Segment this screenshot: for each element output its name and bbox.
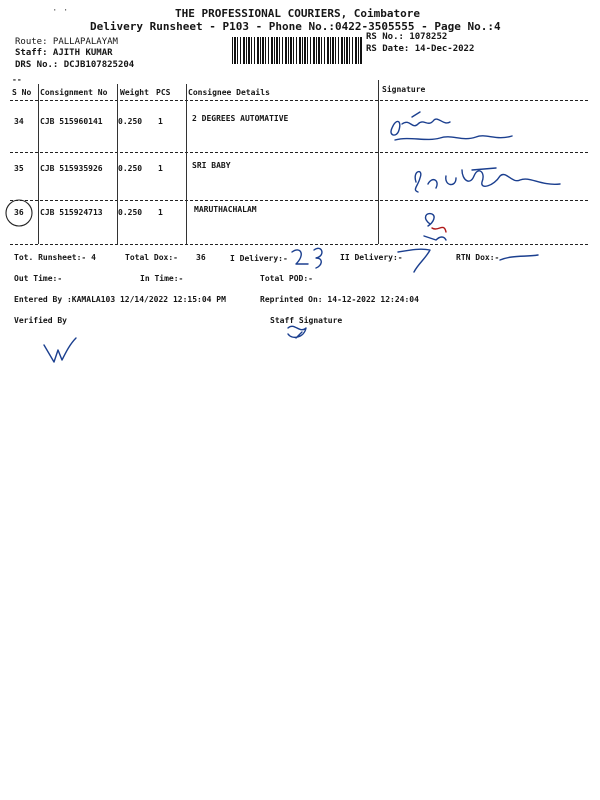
staff-signature-scribble xyxy=(288,326,306,338)
staff-label: Staff: AJITH KUMAR xyxy=(15,48,113,58)
signature-row-34 xyxy=(391,112,512,140)
row-weight: 0.250 xyxy=(118,208,143,217)
row-sno: 35 xyxy=(14,164,24,173)
total-dox-value: 36 xyxy=(196,253,206,262)
row-weight: 0.250 xyxy=(118,117,143,126)
rs-number: RS No.: 1078252 xyxy=(366,32,448,42)
col-signature: Signature xyxy=(382,85,426,94)
in-time-label: In Time:- xyxy=(140,274,184,283)
col-sno: S No xyxy=(12,88,32,97)
rtn-dox-label: RTN Dox:- xyxy=(456,253,500,262)
out-time-label: Out Time:- xyxy=(14,274,63,283)
row-pcs: 1 xyxy=(158,117,163,126)
handwritten-ii-delivery xyxy=(398,249,430,272)
total-dox-label: Total Dox:- xyxy=(125,253,178,262)
scan-speck: · · xyxy=(52,6,69,16)
mark-row-36-red xyxy=(432,227,446,232)
runsheet-title: Delivery Runsheet - P103 - Phone No.:0422-3505555 - Page No.:4 xyxy=(90,20,501,33)
col-consignee-details: Consignee Details xyxy=(188,88,270,97)
col-weight: Weight xyxy=(120,88,149,97)
route-label: Route: PALLAPALAYAM xyxy=(15,37,118,47)
row-consignment: CJB 515935926 xyxy=(40,164,103,173)
row-consignee: SRI BABY xyxy=(192,161,231,170)
verified-by-label: Verified By xyxy=(14,316,67,325)
row-pcs: 1 xyxy=(158,164,163,173)
i-delivery-label: I Delivery:- xyxy=(230,254,288,263)
handwritten-rtn-dash xyxy=(500,255,538,260)
row-pcs: 1 xyxy=(158,208,163,217)
entered-by: Entered By :KAMALA103 12/14/2022 12:15:04 PM xyxy=(14,295,226,304)
company-name: THE PROFESSIONAL COURIERS, Coimbatore xyxy=(175,7,421,20)
handwritten-i-delivery xyxy=(292,248,322,268)
row-weight: 0.250 xyxy=(118,164,143,173)
row-consignment: CJB 515924713 xyxy=(40,208,103,217)
row-consignee: MARUTHACHALAM xyxy=(194,205,257,214)
total-pod-label: Total POD:- xyxy=(260,274,313,283)
reprinted-on: Reprinted On: 14-12-2022 12:24:04 xyxy=(260,295,419,304)
staff-signature-label: Staff Signature xyxy=(270,316,343,325)
verified-by-mark xyxy=(44,338,76,362)
row-sno: 34 xyxy=(14,117,24,126)
drs-number: DRS No.: DCJB107825204 xyxy=(15,60,135,70)
row-consignment: CJB 515960141 xyxy=(40,117,103,126)
signature-row-35 xyxy=(415,168,560,192)
tot-runsheet: Tot. Runsheet:- 4 xyxy=(14,253,96,262)
header-dash-marks: -- xyxy=(12,75,22,84)
col-consignment-no: Consignment No xyxy=(40,88,108,97)
row-consignee: 2 DEGREES AUTOMATIVE xyxy=(192,114,289,123)
rs-date: RS Date: 14-Dec-2022 xyxy=(366,44,475,54)
ii-delivery-label: II Delivery:- xyxy=(340,253,403,262)
col-pcs: PCS xyxy=(156,88,171,97)
row-sno: 36 xyxy=(14,208,24,217)
circled-sno-36 xyxy=(6,200,32,226)
